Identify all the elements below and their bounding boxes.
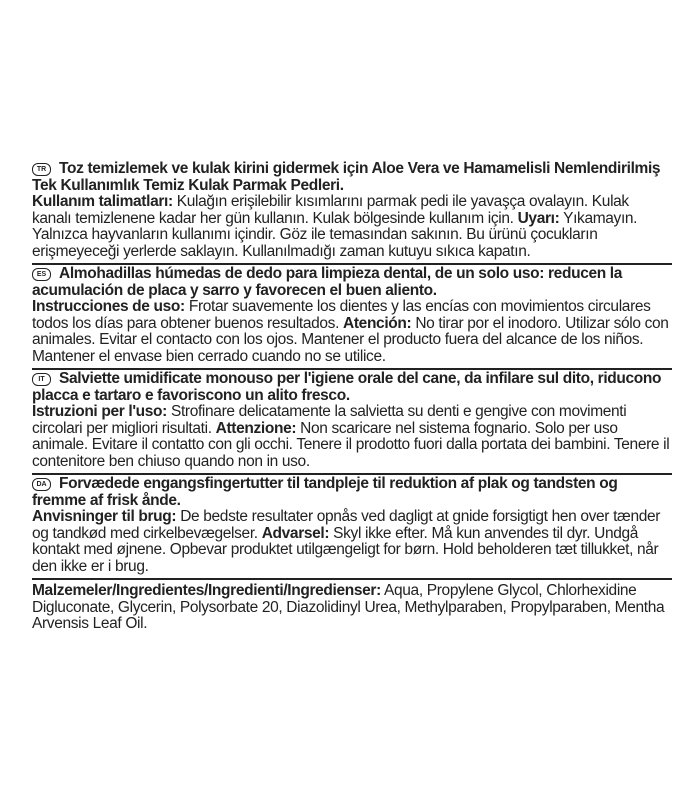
instructions-text: De bedste resultater opnås ved dagligt at gnide forsigtigt hen over tænder og tandkød med cirkelbevægelser. — [32, 508, 661, 542]
language-badge-it: IT — [32, 373, 51, 386]
warning-label: Attenzione: — [215, 419, 297, 437]
section-danish — [32, 475, 672, 580]
section-heading — [32, 266, 672, 299]
section-body — [32, 509, 672, 575]
warning-text: No tirar por el inodoro. Utilizar sólo con animales. Evitar el contacto con los ojos. Mantener el producto fuera del alcance de los niños. Mantener el envase bien cerrado cuando no se utilice. — [32, 314, 669, 365]
instructions-label: Instrucciones de uso: — [32, 298, 185, 315]
product-label — [32, 160, 672, 636]
language-badge-es: ES — [32, 268, 51, 281]
language-badge-tr: TR — [32, 163, 51, 176]
section-heading — [32, 476, 672, 509]
warning-text: Skyl ikke efter. Må kun anvendes til dyr. Undgå kontakt med øjnene. Opbevar produktet utilgængeligt for børn. Hold beholderen tæt tillukket, når den ikke er i brug. — [32, 524, 659, 575]
section-heading — [32, 371, 672, 404]
warning-label: Uyarı: — [517, 209, 560, 227]
section-ingredients — [32, 580, 672, 636]
instructions-label: Istruzioni per l'uso: — [32, 403, 167, 420]
warning-text: Non scaricare nel sistema fognario. Solo per uso animale. Evitare il contatto con gli occhi. Tenere il prodotto fuori dalla portata dei bambini. Tenere il contenitore ben chiuso quando non in uso. — [32, 419, 670, 470]
warning-label: Atención: — [343, 314, 412, 332]
heading-text: Toz temizlemek ve kulak kirini gidermek için Aloe Vera ve Hamamelisli Nemlendirilmiş Tek Kullanımlık Temiz Kulak Parmak Pedleri. — [32, 160, 661, 194]
instructions-label: Anvisninger til brug: — [32, 508, 177, 525]
instructions-text: Frotar suavemente los dientes y las encías con movimientos circulares todos los días para obtener buenos resultados. — [32, 298, 651, 332]
heading-text: Almohadillas húmedas de dedo para limpieza dental, de un solo uso: reducen la acumulación de placa y sarro y favorecen el buen aliento. — [32, 265, 623, 299]
instructions-label: Kullanım talimatları: — [32, 193, 173, 210]
heading-text: Salviette umidificate monouso per l'igiene orale del cane, da infilare sul dito, riducono placca e tartaro e favoriscono un alito fresco. — [32, 370, 662, 404]
heading-text: Forvædede engangsfingertutter til tandpleje til reduktion af plak og tandsten og fremme af frisk ånde. — [32, 475, 618, 509]
ingredients-body — [32, 583, 672, 633]
instructions-text: Strofinare delicatamente la salvietta su denti e gengive con movimenti circolari per migliori risultati. — [32, 403, 627, 437]
ingredients-label: Malzemeler/Ingredientes/Ingredienti/Ingredienser: — [32, 582, 381, 599]
ingredients-text: Aqua, Propylene Glycol, Chlorhexidine Digluconate, Glycerin, Polysorbate 20, Diazolidinyl Urea, Methylparaben, Propylparaben, Mentha Arvensis Leaf Oil. — [32, 582, 665, 632]
instructions-text: Kulağın erişilebilir kısımlarını parmak pedi ile yavaşça ovalayın. Kulak kanalı temizlenene kadar her gün kullanın. Kulak bölgesinde kullanım için. — [32, 193, 629, 227]
section-italian — [32, 370, 672, 475]
warning-text: Yıkamayın. Yalnızca hayvanların kullanımı içindir. Göz ile temasından sakının. Bu ürünü çocukların erişmeyeceği yerlerde saklayın. Kullanılmadığı zaman kutuyu sıkıca kapatın. — [32, 209, 638, 260]
section-body — [32, 299, 672, 365]
section-body — [32, 194, 672, 260]
section-turkish — [32, 160, 672, 265]
section-heading — [32, 161, 672, 194]
section-body — [32, 404, 672, 470]
warning-label: Advarsel: — [261, 524, 330, 542]
language-badge-da: DA — [32, 478, 51, 491]
section-spanish — [32, 265, 672, 370]
